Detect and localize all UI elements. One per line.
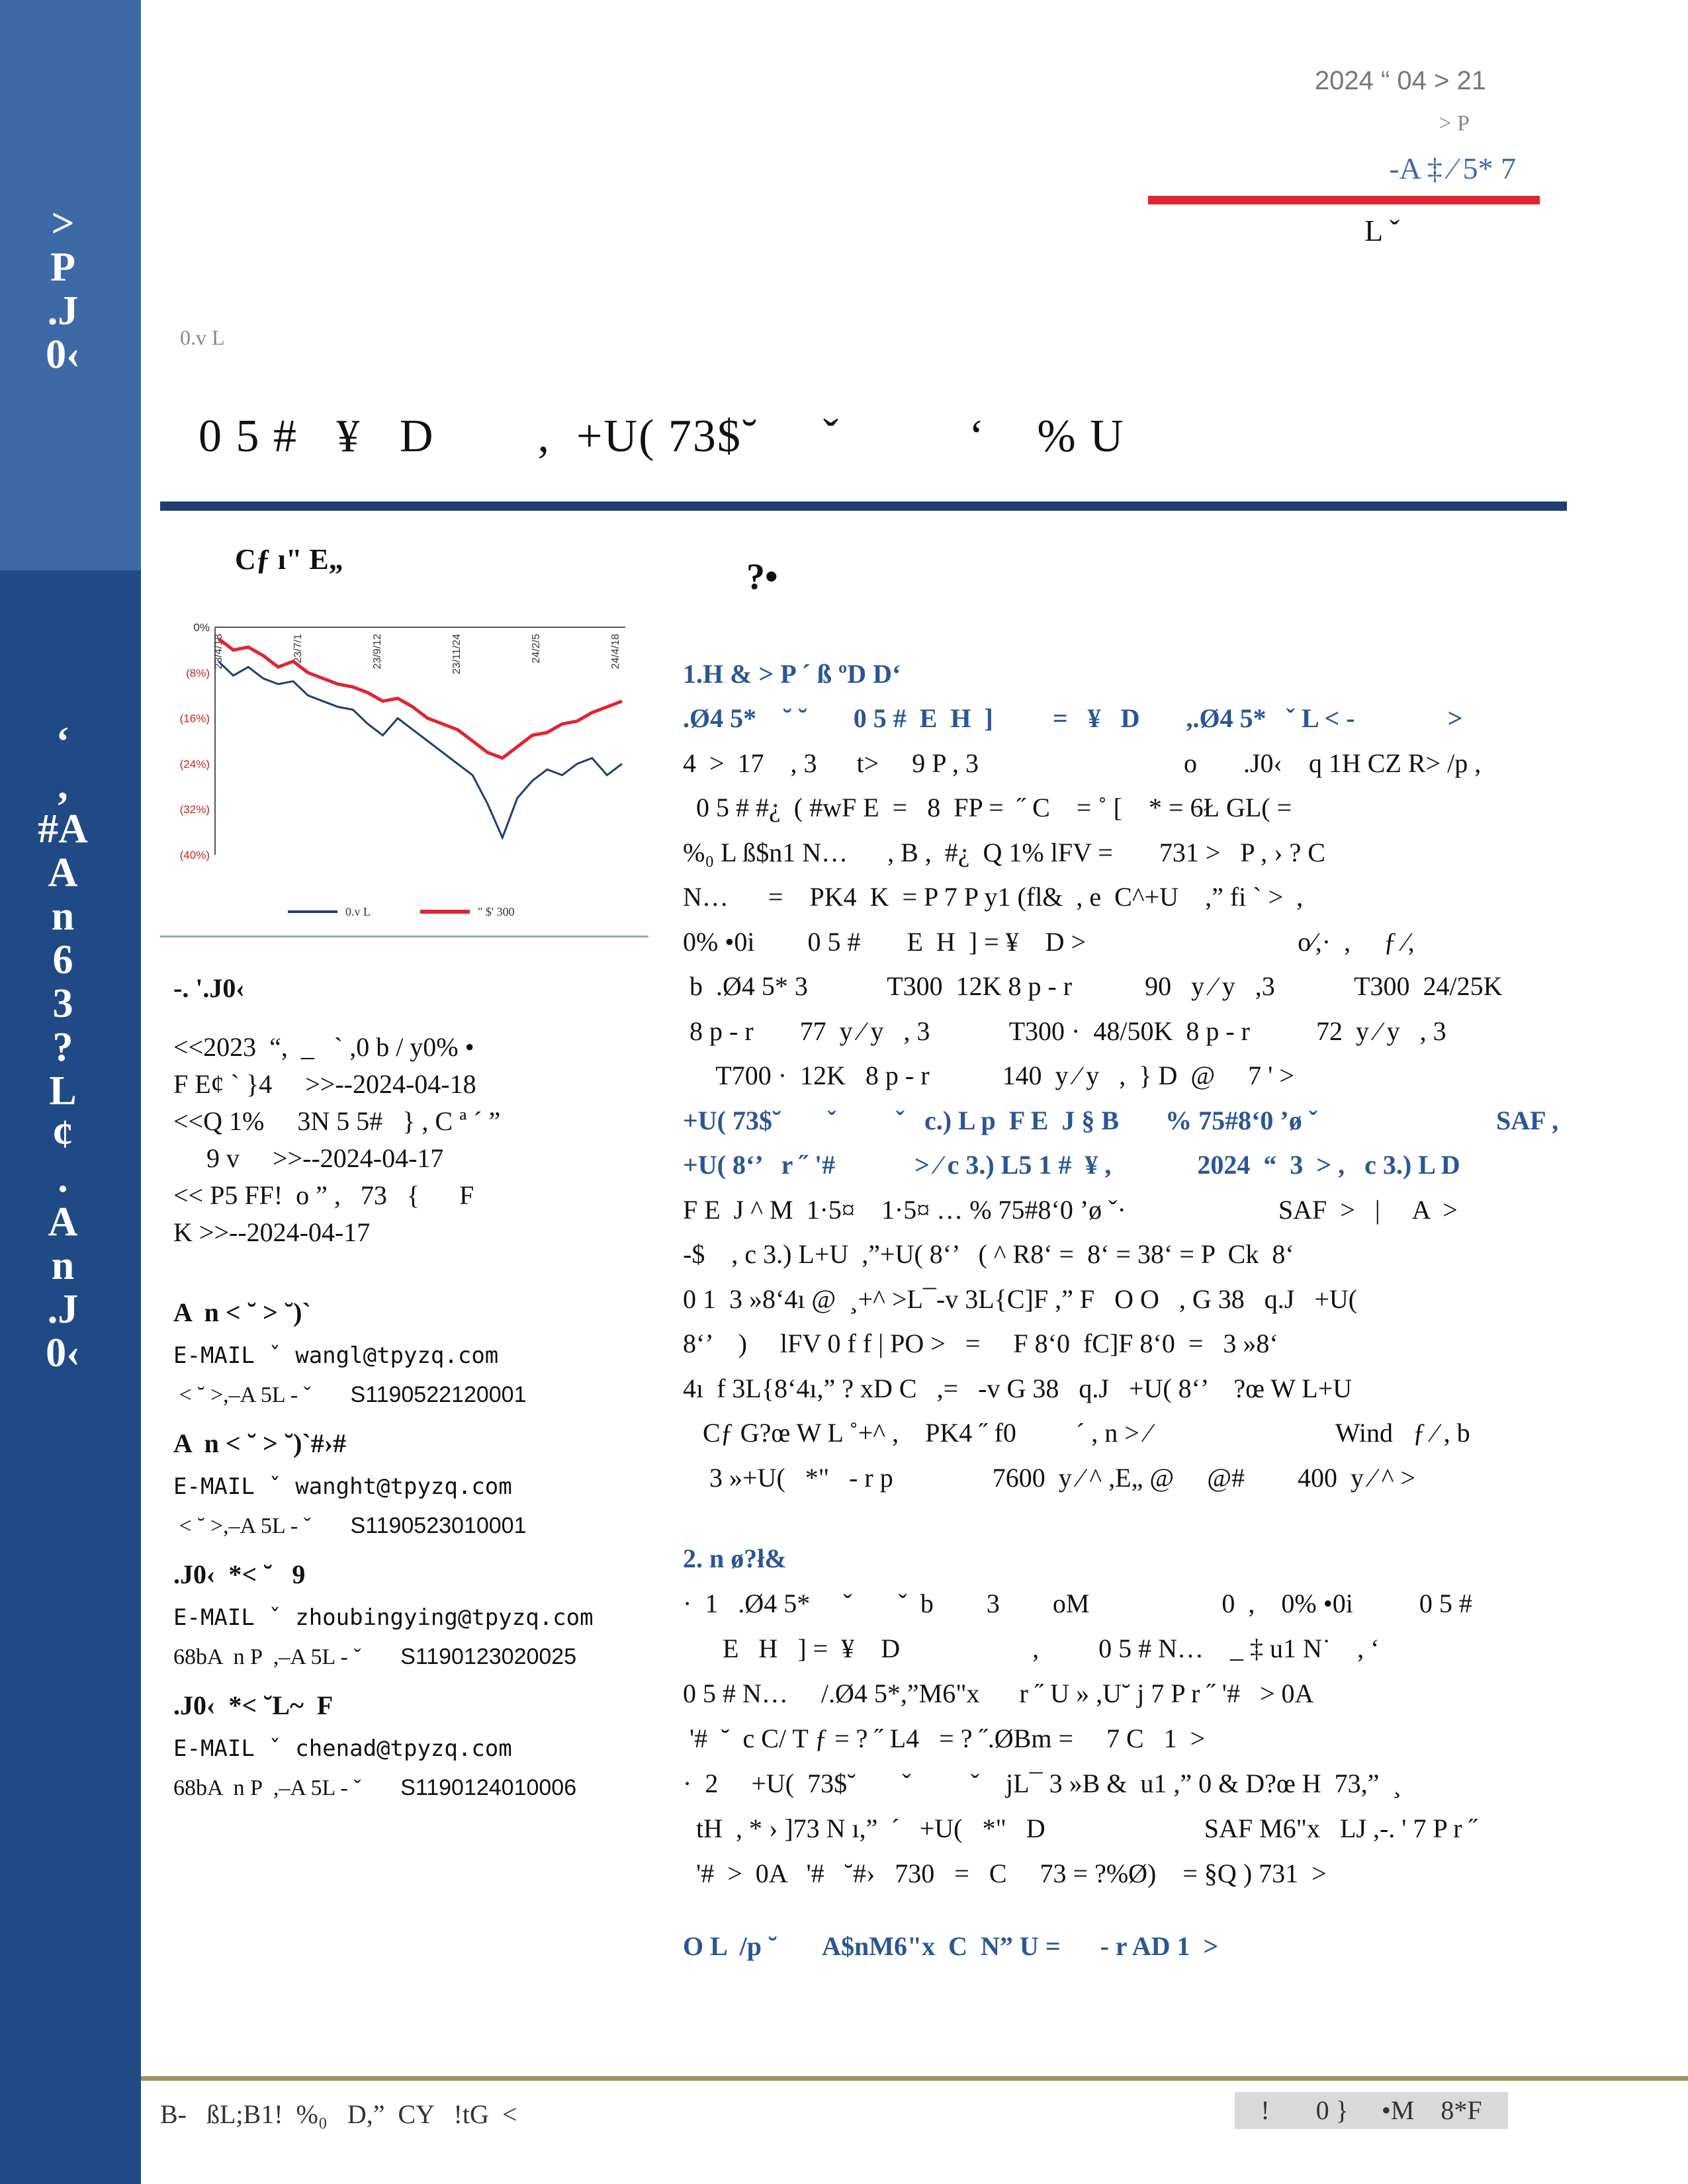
body-line: '# > 0A '# ˘#› 730 = C 73 = ?%Ø) = §Q ) 731 >: [683, 1858, 1327, 1888]
author-tag: L ˇ: [1364, 214, 1400, 247]
body-line: '# ˘ c C/ T ƒ = ? ˝ L4 = ? ˝.ØBm = 7 C 1 >: [683, 1724, 1206, 1753]
body-line: 8‘’ ) lFV 0 f f | PO > = F 8‘0 fC]F 8‘0 = 3 »8‘: [683, 1329, 1278, 1358]
page-title: 0 5 # ¥ D , +U( 73$˘ ˇ ‘ % U: [199, 411, 1125, 462]
sidebar-char: #A: [38, 807, 88, 852]
sidebar-char: 6: [52, 938, 73, 983]
body-line: b .Ø4 5* 3 T300 12K 8 p - r 90 y ⁄ y ,3 T300 24/25K: [683, 971, 1503, 1001]
footer-disclaimer: B- ßL;B1! %₀ D,” CY !tG <: [160, 2099, 517, 2129]
x-tick-label: 24/2/5: [531, 634, 542, 664]
sidebar-char: A: [48, 850, 78, 895]
footer-page-tag: ! 0 } •M 8*F: [1235, 2092, 1508, 2129]
x-tick-label: 23/7/1: [292, 634, 304, 664]
x-tick-label: 23/11/24: [451, 634, 463, 675]
x-tick-label: 23/4/18: [213, 634, 224, 670]
y-tick-label: 0%: [193, 621, 210, 634]
email-label: E-MAIL ˇ: [173, 1735, 296, 1762]
risk-warning: O L /p ˘ A$nM6"x C N” U = - r AD 1 >: [683, 1931, 1219, 1961]
x-tick-label: 23/9/12: [372, 634, 383, 670]
header-accent-bar: [1148, 196, 1540, 204]
analyst-id: S1190123020025: [400, 1644, 577, 1669]
analyst-id: S1190522120001: [350, 1382, 527, 1407]
sidebar-bottom-vertical-text: [0, 720, 126, 1375]
y-tick-label: (40%): [179, 849, 210, 861]
analyst-id: S1190523010001: [350, 1513, 527, 1538]
analyst-id-row: [173, 1513, 594, 1539]
report-line: <<2023 “, _ ` ,0 b / y0% •: [173, 1032, 474, 1062]
email-label: E-MAIL ˇ: [173, 1473, 296, 1500]
analyst-email[interactable]: chenad@tpyzq.com: [295, 1735, 512, 1762]
id-label: 68bA n P ,–A 5L - ˇ: [173, 1645, 401, 1669]
analyst-email[interactable]: wangl@tpyzq.com: [295, 1342, 499, 1369]
body-line: 4ı f 3L{8‘4ı,” ? xD C ,= -v G 38 q.J +U( 8‘’ ?œ W L+U: [683, 1373, 1353, 1403]
report-date: 2024 “ 04 > 21: [1314, 66, 1486, 95]
y-tick-label: (8%): [186, 666, 210, 679]
body-line: +U( 8‘’ r ˝ '# > ⁄ c 3.) L5 1 # ¥ , 2024 “ 3 > , c 3.) L D: [683, 1150, 1460, 1180]
sidebar-top-vertical-text: [0, 202, 126, 376]
body-line: 0% •0i 0 5 # E H ] = ¥ D > o⁄,· , ƒ ⁄,: [683, 926, 1415, 957]
report-line: 9 v >>--2024-04-17: [173, 1143, 444, 1173]
y-tick-label: (24%): [179, 758, 210, 771]
body-line: +U( 73$˘ ˇ ˇ c.) L p F E J § B % 75#8‘0 ’ø ˇ SAF ,: [683, 1105, 1559, 1135]
body-line: N… = PK4 K = P 7 P y1 (fl& , e C^+U ,” fi ` > ,: [683, 882, 1304, 912]
sidebar-char: 0‹: [46, 332, 80, 377]
report-line: << P5 FF! o ” , 73 { F: [173, 1180, 474, 1210]
id-label: 68bA n P ,–A 5L - ˇ: [173, 1776, 401, 1800]
body-line: %₀ L ß$n1 N… , B , #¿ Q 1% lFV = 731 > P , › ? C: [683, 837, 1325, 867]
body-line: .Ø4 5* ˘ ˘ 0 5 # E H ] = ¥ D ,.Ø4 5* ˇ L < - >: [683, 703, 1463, 733]
analyst-email[interactable]: zhoubingying@tpyzq.com: [295, 1604, 594, 1631]
analyst-id-row: [173, 1775, 594, 1801]
sidebar-char: .: [58, 1156, 68, 1201]
chart-divider: [160, 936, 648, 938]
analyst-email-row: [173, 1604, 594, 1631]
y-tick-label: (32%): [179, 803, 210, 816]
sidebar-char: .J: [47, 1287, 79, 1332]
body-line: 0 5 # N… /.Ø4 5*,”M6"x r ˝ U » ,U˘ j 7 P r ˝ '# > 0A: [683, 1679, 1314, 1708]
body-line: · 1 .Ø4 5* ˇ ˇ b 3 oM 0 , 0% •0i 0 5 #: [683, 1589, 1472, 1618]
chart-title: Cƒ ı" E„: [235, 543, 343, 576]
body-line: -$ , c 3.) L+U ,”+U( 8‘’ ( ^ R8‘ = 8‘ = 38‘ = P Ck 8‘: [683, 1239, 1294, 1269]
body-line: 3 »+U( *" - r p 7600 y ⁄ ^ ,E„ @ @# 400 y ⁄ ^ >: [683, 1462, 1416, 1493]
sidebar-char: P: [50, 245, 75, 290]
report-line: F E¢ ` }4 >>--2024-04-18: [173, 1069, 476, 1099]
analyst-name: A n < ˘ > ˘)`#›#: [173, 1428, 347, 1458]
footer-divider: [141, 2076, 1688, 2081]
analyst-name: .J0‹ *< ˘ 9: [173, 1559, 306, 1589]
sidebar-char: n: [51, 894, 75, 939]
analyst-id-row: [173, 1644, 594, 1670]
analyst-card: [173, 1559, 594, 1670]
id-label: < ˘ >,–A 5L - ˇ: [173, 1383, 351, 1407]
analyst-card: [173, 1428, 594, 1539]
analyst-id-row: [173, 1382, 594, 1408]
sidebar-char: A: [48, 1200, 78, 1245]
body-line: 0 5 # #¿ ( #wF E = 8 FP = ˝ C = ˚ [ * = 6Ł GL( =: [683, 793, 1292, 822]
body-line: Cƒ G?œ W L ˚+^ , PK4 ˝ f0 ´ , n > ⁄ Wind ƒ ⁄ , b: [683, 1418, 1470, 1448]
report-line: <<Q 1% 3N 5 5# } , C ª ´ ”: [173, 1106, 501, 1136]
id-label: < ˘ >,–A 5L - ˇ: [173, 1514, 351, 1538]
related-reports-heading: -. '.J0‹: [173, 973, 245, 1003]
analyst-name: .J0‹ *< ˘L~ F: [173, 1690, 333, 1720]
analyst-email-row: [173, 1473, 594, 1500]
analyst-card: [173, 1297, 594, 1408]
report-line: K >>--2024-04-17: [173, 1217, 371, 1247]
email-label: E-MAIL ˇ: [173, 1604, 296, 1631]
sidebar-char: >: [51, 201, 75, 246]
body-line: tH , * › ]73 N ı,” ´ +U( *" D SAF M6"x LJ ,-. ' 7 P r ˝: [683, 1813, 1478, 1843]
body-line: T700 · 12K 8 p - r 140 y ⁄ y , } D @ 7 ' >: [683, 1061, 1294, 1090]
sidebar-char: ?: [52, 1025, 73, 1070]
analyst-id: S1190124010006: [400, 1775, 577, 1800]
core-view-title: ?•: [746, 556, 778, 597]
series-line-1: [218, 638, 622, 758]
sidebar-char: L: [49, 1069, 77, 1114]
email-label: E-MAIL ˇ: [173, 1342, 296, 1369]
series-line-0: [218, 662, 622, 838]
legend-label-0: 0.v L: [345, 905, 371, 918]
body-line: 8 p - r 77 y ⁄ y , 3 T300 · 48/50K 8 p - r 72 y ⁄ y , 3: [683, 1016, 1446, 1046]
sidebar-char: 3: [52, 981, 73, 1026]
sidebar-char: ‘: [56, 719, 70, 764]
related-reports-list: [173, 1029, 500, 1251]
body-line: F E J ^ M 1·5¤ 1·5¤ … % 75#8‘0 ’ø ˇ· SAF > | A >: [683, 1194, 1458, 1225]
sidebar-char: ,: [58, 763, 68, 808]
body-line: · 2 +U( 73$˘ ˇ ˇ jL¯ 3 »B & u1 ,” 0 & D?œ H 73,” ¸: [683, 1769, 1401, 1798]
legend-label-1: " $' 300: [478, 905, 515, 918]
section-2-heading: 2. n ø?ł&: [683, 1544, 787, 1573]
breadcrumb: 0.v L: [180, 326, 225, 349]
analyst-email-row: [173, 1342, 594, 1369]
analysts-block: [173, 1297, 594, 1821]
title-divider: [160, 502, 1567, 511]
sidebar-char: ¢: [52, 1112, 73, 1157]
analyst-name: A n < ˘ > ˘)`: [173, 1297, 311, 1327]
x-tick-label: 24/4/18: [610, 634, 621, 670]
report-subhead: > P: [1439, 111, 1470, 136]
analyst-email-row: [173, 1735, 594, 1762]
analyst-card: [173, 1690, 594, 1801]
body-line: 4 > 17 , 3 t> 9 P , 3 o .J0‹ q 1H CZ R> /p ,: [683, 748, 1482, 778]
body-line: 0 1 3 »8‘4ı @ ¸+^ >L¯-v 3L{C]F ,” F O O , G 38 q.J +U(: [683, 1284, 1358, 1314]
report-keyword: -A ‡ ⁄ 5* 7: [1389, 152, 1516, 185]
sidebar-char: 0‹: [46, 1331, 80, 1376]
y-tick-label: (16%): [179, 712, 210, 725]
body-line: E H ] = ¥ D , 0 5 # N… _ ‡ u1 N˙ , ‘: [683, 1634, 1380, 1663]
analyst-email[interactable]: wanght@tpyzq.com: [295, 1473, 512, 1500]
sidebar-char: n: [51, 1243, 75, 1288]
performance-chart: [159, 609, 648, 933]
section-1-heading: 1.H & > P ´ ß ºD D‘: [683, 659, 901, 689]
sidebar-char: .J: [47, 288, 79, 333]
